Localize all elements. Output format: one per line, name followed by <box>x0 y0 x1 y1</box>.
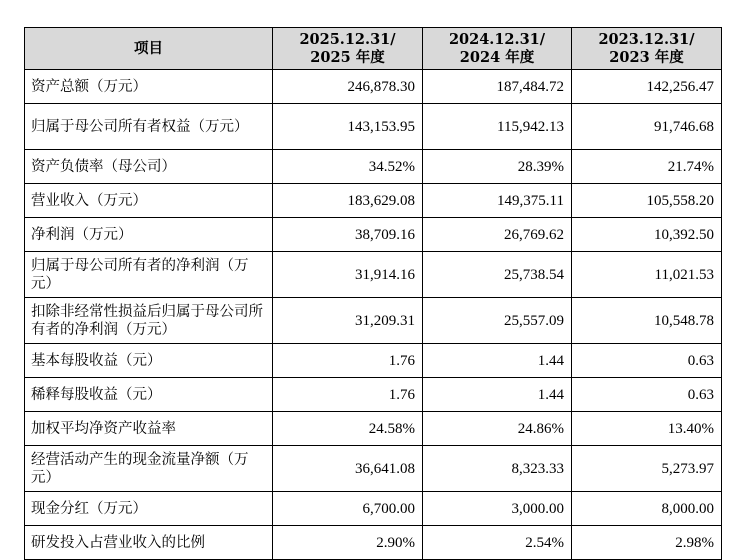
header-2024 <box>423 28 572 70</box>
cell-2024: 28.39% <box>423 150 572 184</box>
cell-2024: 24.86% <box>423 412 572 446</box>
cell-2023: 0.63 <box>572 378 722 412</box>
table-row <box>25 150 722 184</box>
cell-2023: 21.74% <box>572 150 722 184</box>
cell-2024: 187,484.72 <box>423 70 572 104</box>
cell-2025: 31,209.31 <box>273 298 423 344</box>
table-row <box>25 104 722 150</box>
cell-2023: 13.40% <box>572 412 722 446</box>
cell-2025: 183,629.08 <box>273 184 423 218</box>
row-label: 加权平均净资产收益率 <box>25 412 273 446</box>
cell-2023: 142,256.47 <box>572 70 722 104</box>
header-2024-date: 2024.12.31/ <box>448 30 546 48</box>
cell-2025: 143,153.95 <box>273 104 423 150</box>
cell-2024: 3,000.00 <box>423 492 572 526</box>
row-label: 稀释每股收益（元） <box>25 378 273 412</box>
cell-2025: 2.90% <box>273 526 423 560</box>
header-2024-year: 2024 年度 <box>459 48 535 66</box>
cell-2023: 91,746.68 <box>572 104 722 150</box>
cell-2025: 1.76 <box>273 378 423 412</box>
cell-2024: 2.54% <box>423 526 572 560</box>
cell-2023: 0.63 <box>572 344 722 378</box>
cell-2023: 8,000.00 <box>572 492 722 526</box>
row-label: 归属于母公司所有者权益（万元） <box>25 104 273 150</box>
cell-2024: 1.44 <box>423 344 572 378</box>
row-label: 基本每股收益（元） <box>25 344 273 378</box>
header-2025 <box>273 28 423 70</box>
cell-2023: 5,273.97 <box>572 446 722 492</box>
row-label: 资产总额（万元） <box>25 70 273 104</box>
cell-2024: 149,375.11 <box>423 184 572 218</box>
cell-2025: 6,700.00 <box>273 492 423 526</box>
table-row <box>25 446 722 492</box>
cell-2024: 1.44 <box>423 378 572 412</box>
table-row <box>25 378 722 412</box>
table-row <box>25 218 722 252</box>
row-label: 归属于母公司所有者的净利润（万元） <box>25 252 273 298</box>
cell-2025: 1.76 <box>273 344 423 378</box>
row-label: 经营活动产生的现金流量净额（万元） <box>25 446 273 492</box>
header-2025-date: 2025.12.31/ <box>299 30 396 48</box>
table-row <box>25 492 722 526</box>
table-row <box>25 70 722 104</box>
header-2025-year: 2025 年度 <box>310 48 385 66</box>
table-row <box>25 252 722 298</box>
cell-2023: 2.98% <box>572 526 722 560</box>
table-row <box>25 298 722 344</box>
table-row <box>25 344 722 378</box>
cell-2025: 38,709.16 <box>273 218 423 252</box>
cell-2024: 8,323.33 <box>423 446 572 492</box>
cell-2024: 26,769.62 <box>423 218 572 252</box>
cell-2025: 246,878.30 <box>273 70 423 104</box>
header-item: 项目 <box>25 28 273 70</box>
cell-2025: 31,914.16 <box>273 252 423 298</box>
cell-2024: 115,942.13 <box>423 104 572 150</box>
cell-2025: 36,641.08 <box>273 446 423 492</box>
row-label: 扣除非经常性损益后归属于母公司所有者的净利润（万元） <box>25 298 273 344</box>
cell-2023: 10,392.50 <box>572 218 722 252</box>
financial-data-table <box>24 27 722 560</box>
cell-2024: 25,738.54 <box>423 252 572 298</box>
cell-2023: 105,558.20 <box>572 184 722 218</box>
header-2023-year: 2023 年度 <box>609 48 684 66</box>
cell-2025: 34.52% <box>273 150 423 184</box>
cell-2023: 10,548.78 <box>572 298 722 344</box>
header-row <box>25 28 722 70</box>
header-2023 <box>572 28 722 70</box>
cell-2025: 24.58% <box>273 412 423 446</box>
row-label: 研发投入占营业收入的比例 <box>25 526 273 560</box>
header-2023-date: 2023.12.31/ <box>598 30 695 48</box>
row-label: 现金分红（万元） <box>25 492 273 526</box>
cell-2023: 11,021.53 <box>572 252 722 298</box>
table-row <box>25 184 722 218</box>
cell-2024: 25,557.09 <box>423 298 572 344</box>
row-label: 营业收入（万元） <box>25 184 273 218</box>
row-label: 资产负债率（母公司） <box>25 150 273 184</box>
row-label: 净利润（万元） <box>25 218 273 252</box>
table-row <box>25 412 722 446</box>
table-row <box>25 526 722 560</box>
